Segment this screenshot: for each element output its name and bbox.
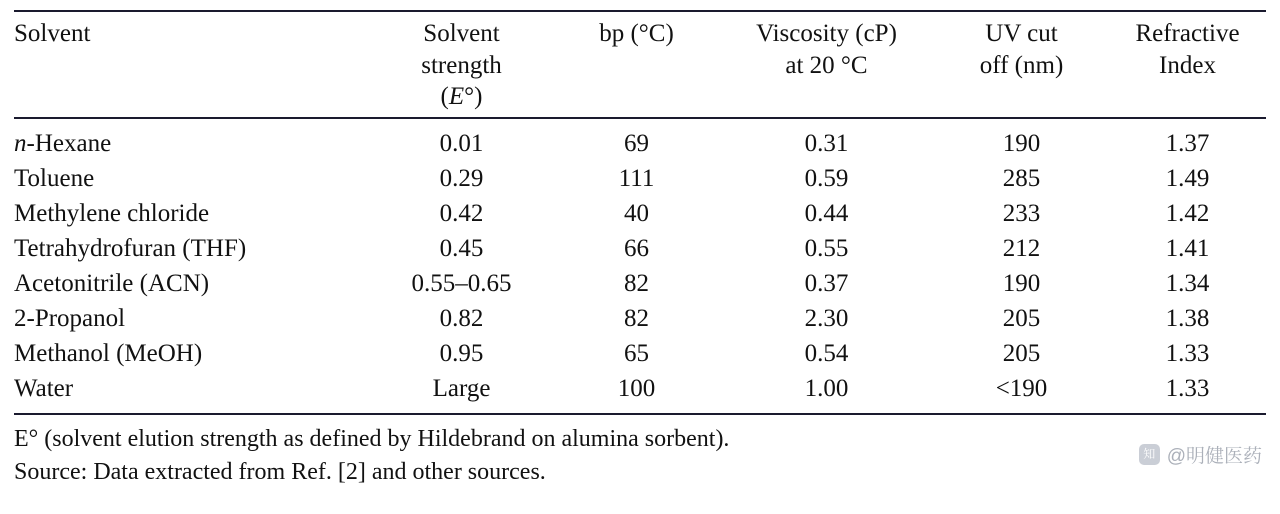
table-footnotes <box>14 415 1266 489</box>
column-header-solvent-strength <box>369 11 554 118</box>
cell-bp: 111 <box>618 164 655 192</box>
table-row <box>14 196 1266 231</box>
cell-strength: 0.95 <box>439 339 484 367</box>
cell-uv: 205 <box>1002 339 1041 367</box>
cell-uv: <190 <box>995 374 1048 402</box>
cell-strength: Large <box>432 374 491 402</box>
footnote-source: Source: Data extracted from Ref. [2] and other sources. <box>14 458 546 485</box>
column-header-bp <box>554 11 719 118</box>
cell-solvent: Methanol (MeOH) <box>14 339 203 367</box>
cell-uv: 285 <box>1002 164 1041 192</box>
cell-ri: 1.37 <box>1165 129 1210 157</box>
header-line: Solvent <box>423 20 500 47</box>
watermark-label: @明健医药 <box>1166 446 1262 467</box>
table-row <box>14 301 1266 336</box>
footnote-definition: E° (solvent elution strength as defined by Hildebrand on alumina sorbent). <box>14 425 730 452</box>
cell-solvent: 2-Propanol <box>14 304 126 332</box>
cell-viscosity: 0.37 <box>804 269 849 297</box>
cell-solvent: Tetrahydrofuran (THF) <box>14 234 247 262</box>
cell-viscosity: 1.00 <box>804 374 849 402</box>
table-row <box>14 231 1266 266</box>
cell-ri: 1.49 <box>1165 164 1210 192</box>
cell-strength: 0.29 <box>439 164 484 192</box>
cell-bp: 82 <box>624 269 649 297</box>
cell-strength: 0.45 <box>439 234 484 262</box>
cell-solvent: Water <box>14 374 74 402</box>
table-row <box>14 161 1266 196</box>
column-header-uv-cutoff <box>934 11 1109 118</box>
cell-uv: 233 <box>1002 199 1041 227</box>
cell-viscosity: 0.44 <box>804 199 849 227</box>
table-row <box>14 336 1266 371</box>
cell-solvent: n-Hexane <box>14 129 112 157</box>
header-line: Index <box>1159 51 1216 79</box>
cell-ri: 1.41 <box>1165 234 1210 262</box>
cell-ri: 1.42 <box>1165 199 1210 227</box>
header-line: at 20 °C <box>785 51 868 79</box>
cell-uv: 212 <box>1002 234 1041 262</box>
table-row <box>14 118 1266 161</box>
watermark-badge-icon: 知 <box>1139 444 1160 465</box>
cell-ri: 1.34 <box>1165 269 1210 297</box>
column-header-refractive-index <box>1109 11 1266 118</box>
header-line: strength <box>421 51 502 79</box>
cell-bp: 100 <box>617 374 656 402</box>
cell-solvent: Methylene chloride <box>14 199 210 227</box>
cell-viscosity: 0.54 <box>804 339 849 367</box>
cell-bp: 65 <box>624 339 649 367</box>
table-row <box>14 371 1266 413</box>
cell-strength: 0.42 <box>439 199 484 227</box>
cell-bp: 40 <box>624 199 649 227</box>
cell-viscosity: 0.55 <box>804 234 849 262</box>
header-line-symbol: (E°) <box>440 83 483 110</box>
cell-uv: 205 <box>1002 304 1041 332</box>
cell-strength: 0.01 <box>439 129 484 157</box>
header-line: bp (°C) <box>599 20 674 47</box>
solvent-properties-table <box>14 10 1266 413</box>
header-line: UV cut <box>985 20 1058 47</box>
cell-solvent: Toluene <box>14 164 95 192</box>
table-header-row <box>14 11 1266 118</box>
table-header <box>14 11 1266 118</box>
watermark <box>1139 441 1262 468</box>
header-line: Viscosity (cP) <box>756 20 897 47</box>
table-row <box>14 266 1266 301</box>
cell-bp: 66 <box>624 234 649 262</box>
cell-ri: 1.33 <box>1165 374 1210 402</box>
header-line: Solvent <box>14 20 91 47</box>
column-header-viscosity <box>719 11 934 118</box>
header-line: Refractive <box>1135 20 1240 47</box>
cell-strength: 0.55–0.65 <box>411 269 512 297</box>
cell-strength: 0.82 <box>439 304 484 332</box>
cell-viscosity: 0.31 <box>804 129 849 157</box>
cell-uv: 190 <box>1002 129 1041 157</box>
cell-ri: 1.38 <box>1165 304 1210 332</box>
column-header-solvent <box>14 11 369 118</box>
header-line: off (nm) <box>979 51 1064 79</box>
cell-solvent: Acetonitrile (ACN) <box>14 269 210 297</box>
cell-viscosity: 2.30 <box>804 304 849 332</box>
table-body <box>14 118 1266 413</box>
cell-uv: 190 <box>1002 269 1041 297</box>
cell-viscosity: 0.59 <box>804 164 849 192</box>
cell-bp: 82 <box>624 304 649 332</box>
cell-ri: 1.33 <box>1165 339 1210 367</box>
cell-bp: 69 <box>624 129 649 157</box>
